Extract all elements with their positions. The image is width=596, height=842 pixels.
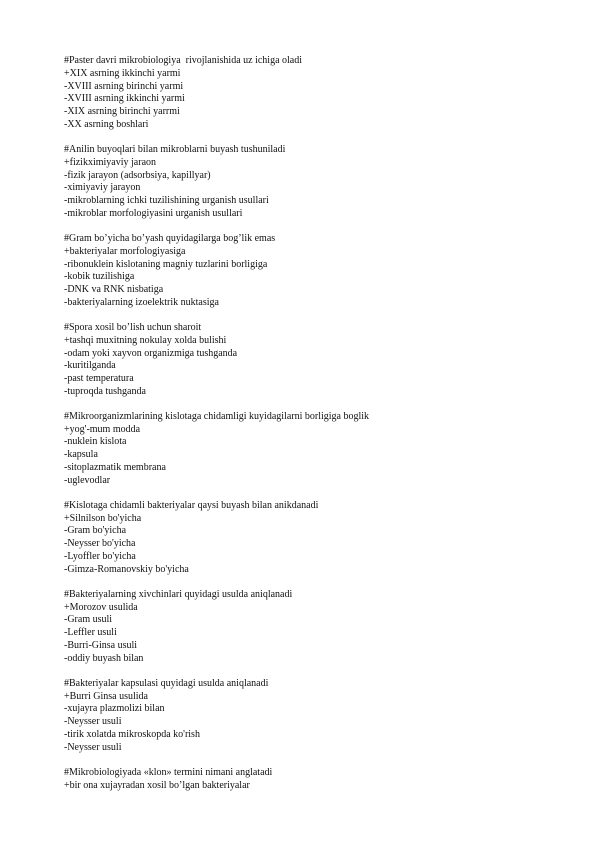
answer-option: -kuritilganda — [64, 360, 116, 372]
question-block — [64, 233, 564, 310]
answer-option: -XVIII asrning birinchi yarmi — [64, 80, 184, 92]
question-block — [64, 322, 564, 399]
answer-option: -XIX asrning birinchi yarrmi — [64, 106, 180, 118]
correct-answer: +fizikximiyaviy jaraon — [64, 156, 157, 168]
answer-option: -Gram bo'yicha — [64, 525, 127, 537]
question-block — [64, 55, 564, 132]
question-text: #Spora xosil bo’lish uchun sharoit — [64, 321, 202, 333]
question-text: #Gram bo’yicha bo’yash quyidagilarga bog’lik emas — [64, 232, 276, 244]
answer-option: -xujayra plazmolizi bilan — [64, 703, 165, 715]
question-block — [64, 678, 564, 755]
answer-option: -past temperatura — [64, 373, 134, 385]
answer-option: -mikroblar morfologiyasini urganish usullari — [64, 207, 243, 219]
correct-answer: +XIX asrning ikkinchi yarmi — [64, 67, 181, 79]
answer-option: -Gimza-Romanovskiy bo'yicha — [64, 563, 189, 575]
correct-answer: +tashqi muxitning nokulay xolda bulishi — [64, 334, 227, 346]
correct-answer: +bakteriyalar morfologiyasiga — [64, 245, 186, 257]
answer-option: -Neysser bo'yicha — [64, 538, 136, 550]
question-block — [64, 411, 564, 488]
question-text: #Mikrobiologiyada «klon» termini nimani anglatadi — [64, 766, 273, 778]
answer-option: -kapsula — [64, 449, 98, 461]
answer-option: -DNK va RNK nisbatiga — [64, 284, 164, 296]
question-text: #Kislotaga chidamli bakteriyalar qaysi buyash bilan anikdanadi — [64, 499, 319, 511]
answer-option: -kobik tuzilishiga — [64, 271, 135, 283]
answer-option: -sitoplazmatik membrana — [64, 462, 166, 474]
question-block — [64, 767, 564, 793]
answer-option: -tirik xolatda mikroskopda ko'rish — [64, 728, 200, 740]
question-text: #Anilin buyoqlari bilan mikroblarni buyash tushuniladi — [64, 143, 286, 155]
correct-answer: +Silnilson bo'yicha — [64, 512, 142, 524]
answer-option: -fizik jarayon (adsorbsiya, kapillyar) — [64, 169, 211, 181]
question-block — [64, 589, 564, 666]
answer-option: -tuproqda tushganda — [64, 385, 146, 397]
answer-option: -uglevodlar — [64, 474, 111, 486]
document-page — [64, 55, 564, 805]
answer-option: -ximiyaviy jarayon — [64, 182, 141, 194]
answer-option: -Neysser usuli — [64, 716, 122, 728]
answer-option: -Burri-Ginsa usuli — [64, 640, 138, 651]
answer-option: -ribonuklein kislotaning magniy tuzlarini borligiga — [64, 258, 268, 270]
correct-answer: +Morozov usulida — [64, 601, 138, 613]
answer-option: -mikroblarning ichki tuzilishining urganish usullari — [64, 195, 269, 207]
answer-option: -Leffler usuli — [64, 627, 117, 639]
correct-answer: +yog'-mum modda — [64, 423, 141, 435]
answer-option: -XX asrning boshlari — [64, 118, 149, 130]
answer-option: -XVIII asrning ikkinchi yarmi — [64, 93, 185, 105]
question-text: #Mikroorganizmlarining kislotaga chidamligi kuyidagilarni borligiga boglik — [64, 410, 370, 422]
answer-option: -Lyoffler bo'yicha — [64, 551, 136, 563]
answer-option: -nuklein kislota — [64, 436, 127, 448]
question-block — [64, 144, 564, 221]
correct-answer: +bir ona xujayradan xosil bo’lgan bakteriyalar — [64, 779, 250, 791]
answer-option: -Gram usuli — [64, 614, 113, 626]
answer-option: -oddiy buyash bilan — [64, 652, 144, 664]
answer-option: -bakteriyalarning izoelektrik nuktasiga — [64, 296, 219, 308]
question-block — [64, 500, 564, 577]
question-text: #Bakteriyalar kapsulasi quyidagi usulda aniqlanadi — [64, 677, 269, 689]
question-text: #Bakteriyalarning xivchinlari quyidagi usulda aniqlanadi — [64, 588, 293, 600]
answer-option: -Neysser usuli — [64, 741, 122, 753]
correct-answer: +Burri Ginsa usulida — [64, 690, 148, 702]
question-text: #Paster davri mikrobiologiya rivojlanishida uz ichiga oladi — [64, 55, 303, 66]
answer-option: -odam yoki xayvon organizmiga tushganda — [64, 347, 238, 359]
